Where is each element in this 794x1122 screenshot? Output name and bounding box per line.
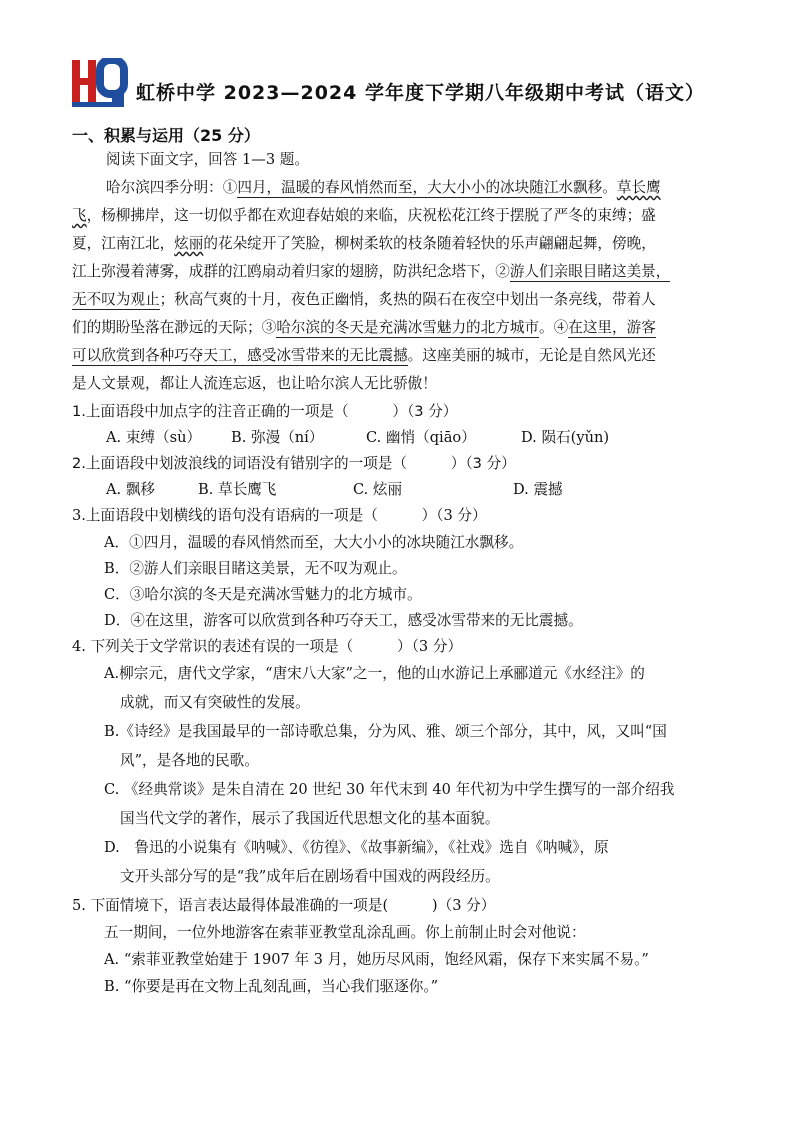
q4-option-b[interactable]: B.《诗经》是我国最早的一部诗歌总集，分为风、雅、颂三个部分，其中，风，又叫“国: [104, 723, 667, 740]
question-4-stem: 4. 下列关于文学常识的表述有误的一项是（ ）（3 分）: [72, 638, 463, 655]
section-heading: 一、积累与运用（25 分）: [72, 126, 260, 145]
q2-option-b[interactable]: B. 草长鹰飞: [198, 481, 277, 498]
q4-option-d-cont: 文开头部分写的是“我”成年后在剧场看中国戏的两段经历。: [120, 868, 500, 885]
q2-option-a[interactable]: A. 飘移: [106, 481, 156, 498]
q4-option-c[interactable]: C. 《经典常谈》是朱自清在 20 世纪 30 年代末到 40 年代初为中学生撰写的一部介绍我: [104, 781, 675, 798]
exam-title: 虹桥中学 2023—2024 学年度下学期八年级期中考试（语文）: [136, 82, 705, 104]
q1-option-c[interactable]: C. 幽悄（qiāo）: [366, 429, 476, 446]
question-1-stem: 1.上面语段中加点字的注音正确的一项是（ ）（3 分）: [72, 403, 458, 420]
passage-line-5: 无不叹为观止；秋高气爽的十月，夜色正幽悄，炙热的陨石在夜空中划出一条亮线，带着人: [72, 291, 656, 308]
passage-line-6: 们的期盼坠落在渺远的天际；③哈尔滨的冬天是充满冰雪魅力的北方城市。④在这里，游客: [72, 319, 656, 336]
q3-option-c[interactable]: C．③哈尔滨的冬天是充满冰雪魅力的北方城市。: [104, 586, 422, 603]
question-2-stem: 2.上面语段中划波浪线的词语没有错别字的一项是（ ）（3 分）: [72, 455, 516, 472]
question-3-stem: 3.上面语段中划横线的语句没有语病的一项是（ ）（3 分）: [72, 507, 487, 524]
passage-line-2: 飞，杨柳拂岸，这一切似乎都在欢迎春姑娘的来临，庆祝松花江终于摆脱了严冬的束缚；盛: [72, 207, 656, 224]
q5-option-a[interactable]: A. “索菲亚教堂始建于 1907 年 3 月，她历尽风雨，饱经风霜，保存下来实属不易。”: [104, 951, 649, 968]
passage-line-7: 可以欣赏到各种巧夺天工，感受冰雪带来的无比震撼。这座美丽的城市，无论是自然风光还: [72, 347, 656, 364]
q1-option-b[interactable]: B. 弥漫（ní）: [231, 429, 324, 446]
question-2-options: [106, 480, 563, 500]
q4-option-c-cont: 国当代文学的著作，展示了我国近代思想文化的基本面貌。: [120, 810, 500, 827]
q2-option-c[interactable]: C. 炫丽: [353, 481, 403, 498]
question-1-options: [106, 428, 609, 448]
q3-option-b[interactable]: B．②游人们亲眼目睹这美景，无不叹为观止。: [104, 560, 407, 577]
q1-option-a[interactable]: A. 束缚（sù）: [106, 429, 202, 446]
q5-option-b[interactable]: B. “你要是再在文物上乱刻乱画，当心我们驱逐你。”: [104, 978, 439, 995]
q4-option-a-cont: 成就，而又有突破性的发展。: [120, 694, 310, 711]
q4-option-d[interactable]: D. 鲁迅的小说集有《呐喊》、《彷徨》、《故事新编》，《社戏》选自《呐喊》，原: [104, 839, 609, 856]
question-5-stem: 5. 下面情境下，语言表达最得体最准确的一项是( )（3 分）: [72, 897, 496, 914]
passage-line-8: 是人文景观，都让人流连忘返，也让哈尔滨人无比骄傲！: [72, 375, 437, 392]
question-5-context: 五一期间，一位外地游客在索菲亚教堂乱涂乱画。你上前制止时会对他说：: [104, 924, 586, 941]
q1-option-d[interactable]: D. 陨石(yǔn): [521, 429, 610, 446]
q4-option-b-cont: 风”，是各地的民歌。: [120, 752, 259, 769]
passage-line-4: 江上弥漫着薄雾，成群的江鸥扇动着归家的翅膀，防洪纪念塔下，②游人们亲眼目睹这美景，: [72, 263, 671, 280]
q3-option-a[interactable]: A．①四月，温暖的春风悄然而至，大大小小的冰块随江水飘移。: [104, 534, 524, 551]
school-logo: [72, 58, 128, 108]
q4-option-a[interactable]: A.柳宗元，唐代文学家，“唐宋八大家”之一，他的山水游记上承郦道元《水经注》的: [104, 665, 645, 682]
passage-line-1: 哈尔滨四季分明：①四月，温暖的春风悄然而至，大大小小的冰块随江水飘移。草长鹰: [106, 179, 661, 196]
q3-option-d[interactable]: D．④在这里，游客可以欣赏到各种巧夺天工，感受冰雪带来的无比震撼。: [104, 612, 583, 629]
passage-line-3: 夏，江南江北，炫丽的花朵绽开了笑脸，柳树柔软的枝条随着轻快的乐声翩翩起舞，傍晚，: [72, 235, 656, 252]
q2-option-d[interactable]: D. 震撼: [513, 481, 563, 498]
section-intro: 阅读下面文字，回答 1—3 题。: [106, 151, 309, 168]
